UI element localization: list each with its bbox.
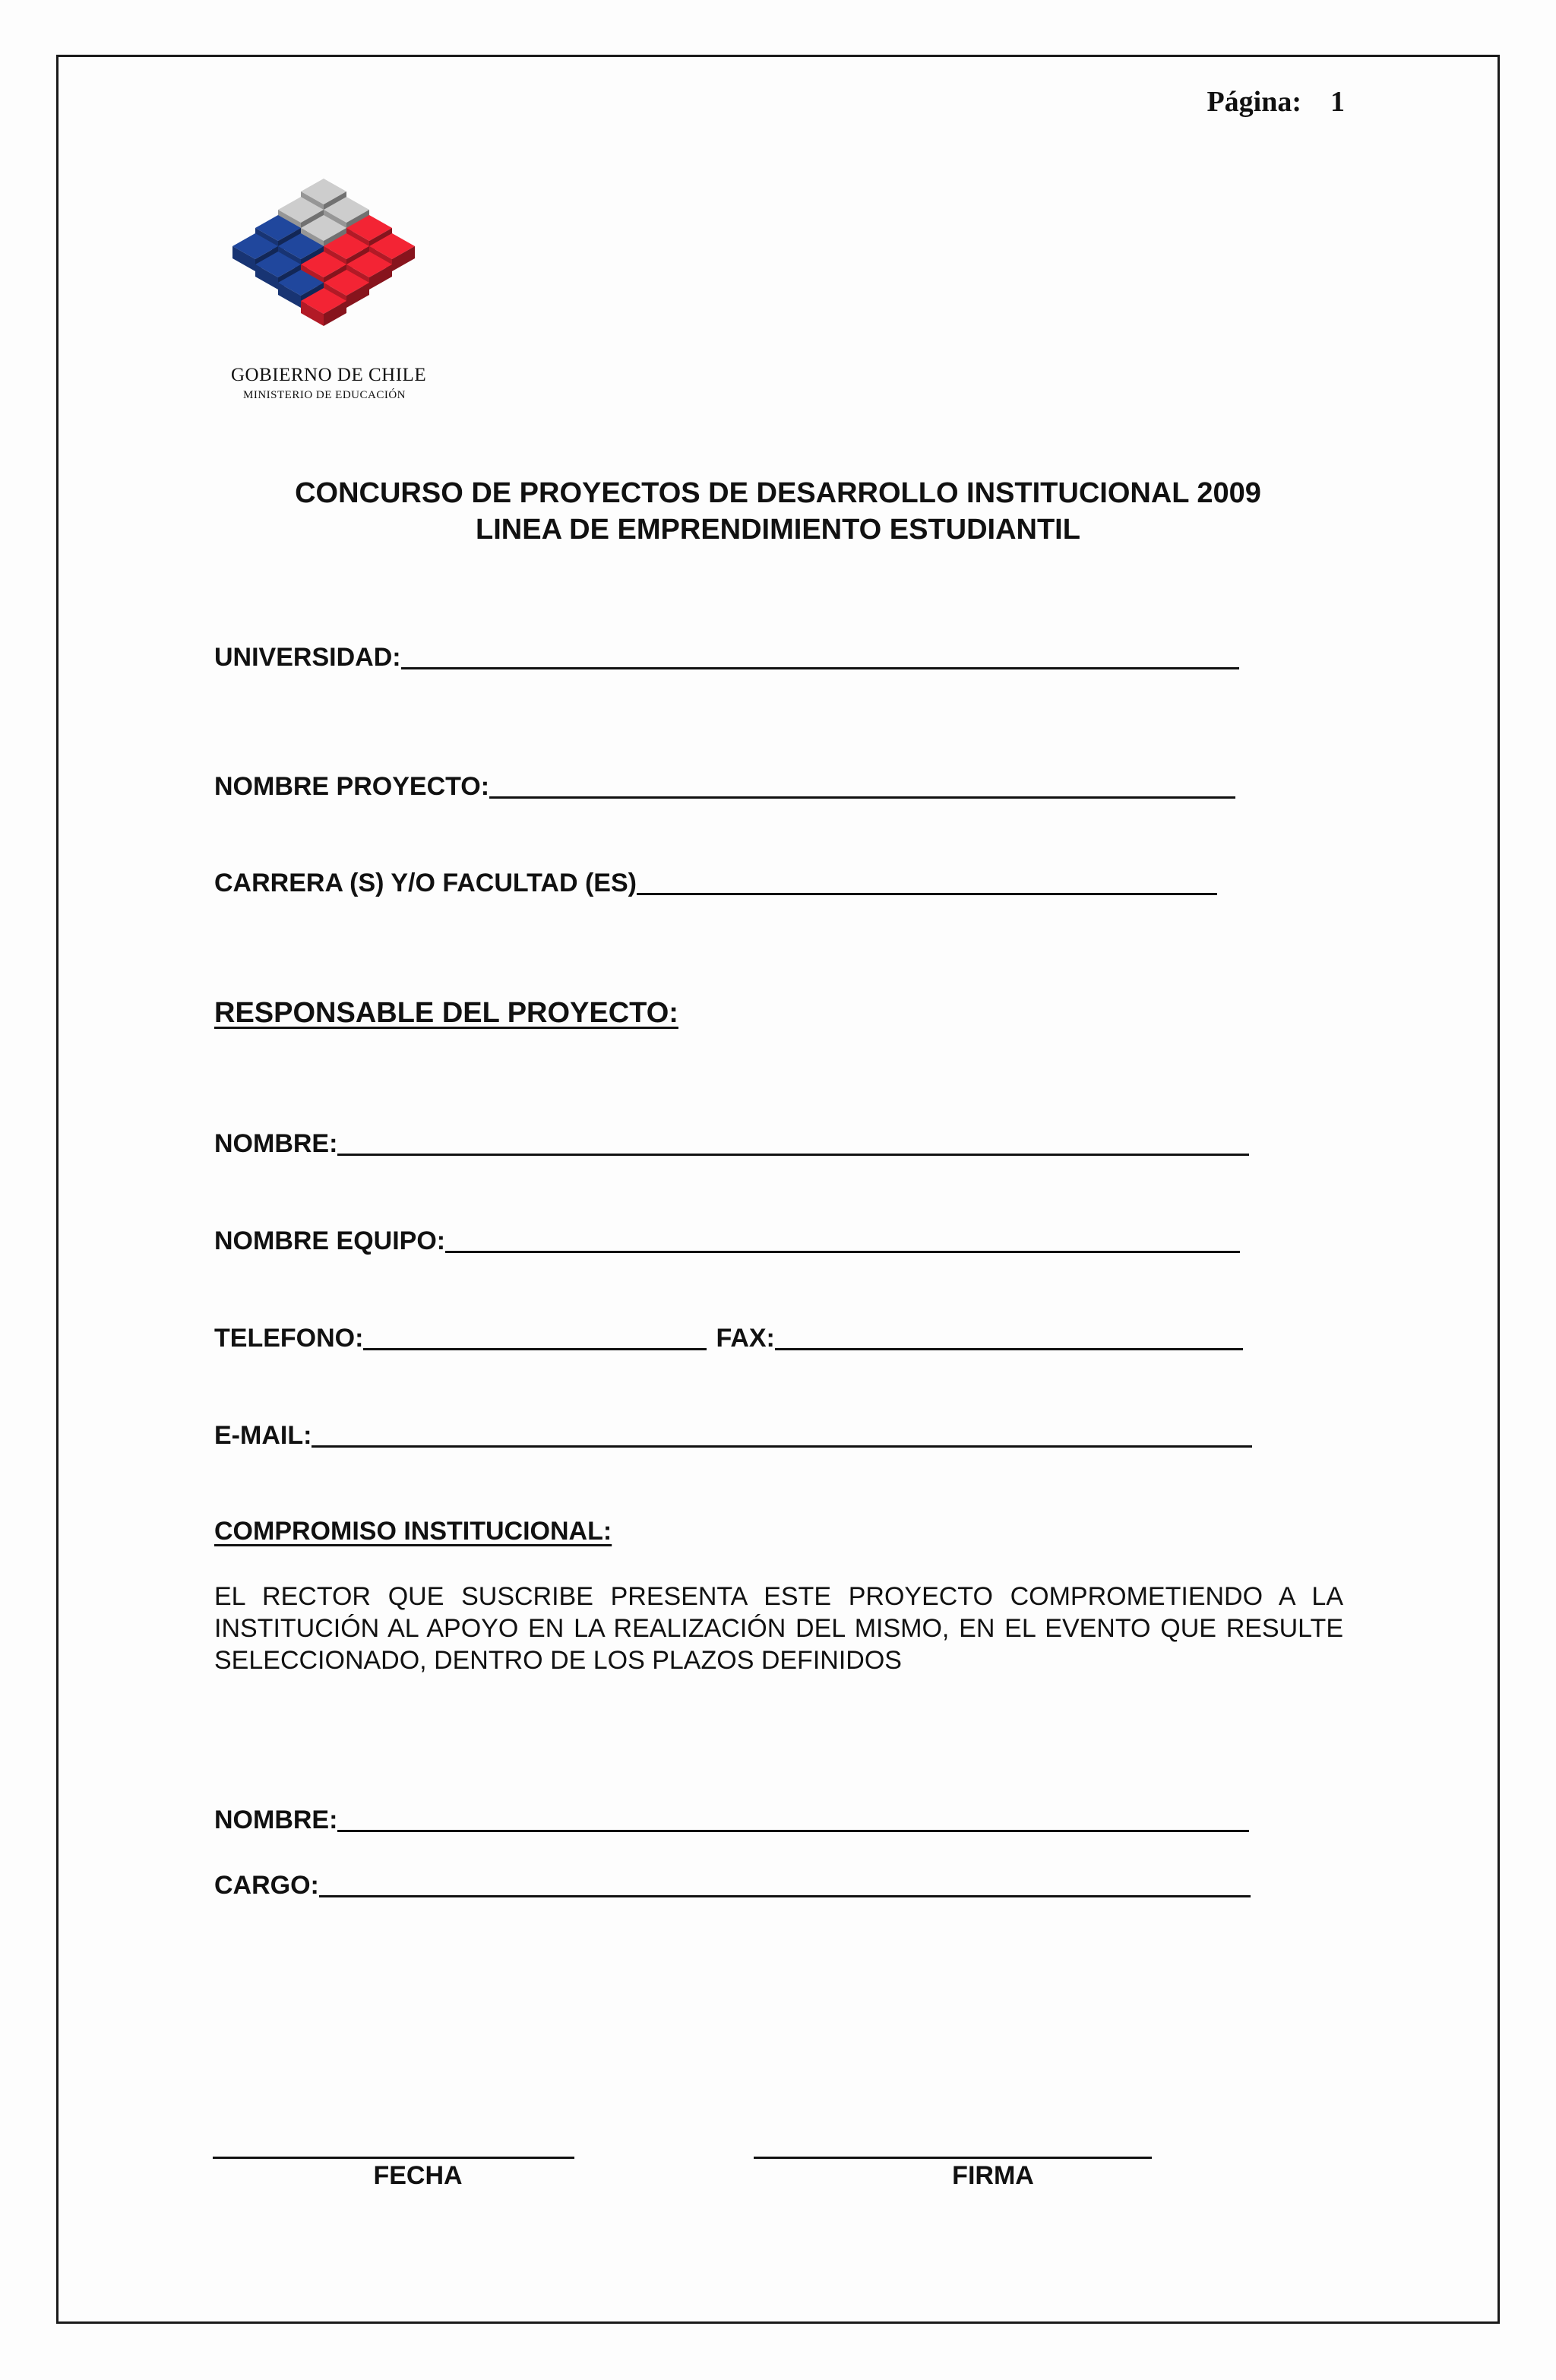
nombre-proyecto-label: NOMBRE PROYECTO: <box>214 772 490 801</box>
logo-text-ministerio: MINISTERIO DE EDUCACIÓN <box>243 389 406 401</box>
page-number <box>1207 85 1345 119</box>
fax-blank[interactable] <box>775 1347 1243 1350</box>
telefono-blank[interactable] <box>363 1347 707 1350</box>
gobierno-de-chile-logo <box>217 175 430 361</box>
page-label: Página: <box>1207 86 1301 118</box>
page-number-value: 1 <box>1330 86 1345 118</box>
nombre-equipo-blank[interactable] <box>445 1250 1240 1253</box>
universidad-blank[interactable] <box>401 666 1239 669</box>
responsable-heading: RESPONSABLE DEL PROYECTO: <box>214 997 678 1029</box>
compromiso-text: EL RECTOR QUE SUSCRIBE PRESENTA ESTE PROYECTO COMPROMETIENDO A LA INSTITUCIÓN AL APOYO EN LA REALIZACIÓN DEL MISMO, EN EL EVENTO QUE RESULTE SELECCIONADO, DENTRO DE LOS PLAZOS DEFINIDOS <box>214 1582 1343 1675</box>
telefono-fax-row <box>214 1324 1243 1353</box>
nombre-proyecto-blank[interactable] <box>489 796 1235 799</box>
universidad-field <box>214 643 1239 673</box>
carrera-field <box>214 869 1217 898</box>
nombre-label: NOMBRE: <box>214 1129 338 1158</box>
email-field <box>214 1421 1252 1451</box>
document-subtitle: LINEA DE EMPRENDIMIENTO ESTUDIANTIL <box>476 514 1080 546</box>
firma-label: FIRMA <box>952 2161 1034 2190</box>
cargo-blank[interactable] <box>319 1894 1251 1897</box>
email-blank[interactable] <box>312 1445 1252 1448</box>
cargo-label: CARGO: <box>214 1871 319 1900</box>
fax-label: FAX: <box>716 1324 775 1353</box>
logo-cubes-icon <box>217 175 430 361</box>
telefono-label: TELEFONO: <box>214 1324 364 1353</box>
nombre-field <box>214 1129 1249 1159</box>
universidad-label: UNIVERSIDAD: <box>214 643 401 672</box>
document-title: CONCURSO DE PROYECTOS DE DESARROLLO INSTITUCIONAL 2009 <box>295 477 1261 509</box>
cargo-field <box>214 1871 1251 1901</box>
logo-text-gobierno: GOBIERNO DE CHILE <box>231 365 427 385</box>
rector-nombre-field <box>214 1806 1249 1835</box>
firma-signature-line[interactable] <box>754 2157 1152 2159</box>
nombre-equipo-field <box>214 1226 1240 1256</box>
carrera-blank[interactable] <box>637 892 1217 895</box>
rector-nombre-label: NOMBRE: <box>214 1806 338 1834</box>
nombre-blank[interactable] <box>337 1153 1249 1156</box>
fecha-signature-line[interactable] <box>213 2157 574 2159</box>
rector-nombre-blank[interactable] <box>337 1829 1249 1832</box>
nombre-proyecto-field <box>214 772 1235 802</box>
fecha-label: FECHA <box>373 2161 463 2190</box>
compromiso-heading: COMPROMISO INSTITUCIONAL: <box>214 1517 612 1546</box>
email-label: E-MAIL: <box>214 1421 312 1450</box>
nombre-equipo-label: NOMBRE EQUIPO: <box>214 1226 446 1255</box>
carrera-label: CARRERA (S) Y/O FACULTAD (ES) <box>214 869 637 897</box>
